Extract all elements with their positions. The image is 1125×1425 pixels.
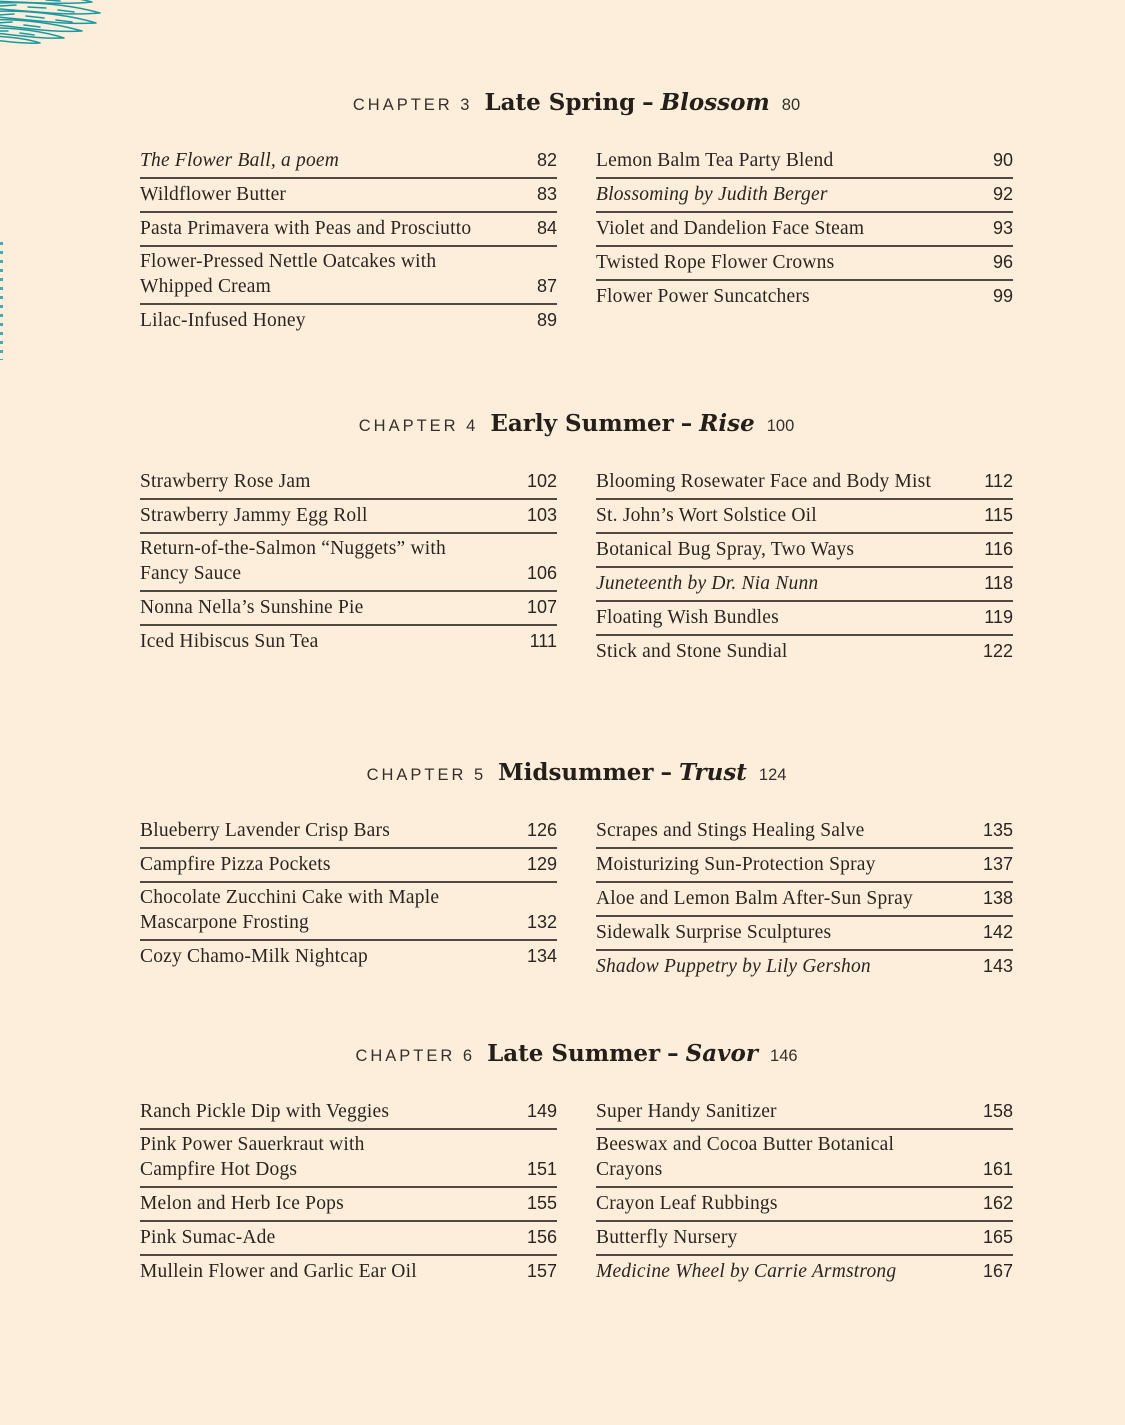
entry-title: Mascarpone Frosting xyxy=(140,912,309,933)
entry-page-number: 126 xyxy=(526,820,557,840)
toc-entry xyxy=(140,849,557,883)
entry-page-number: 107 xyxy=(526,597,557,617)
toc-entry-row xyxy=(140,274,557,299)
entry-title: Violet and Dandelion Face Steam xyxy=(596,218,865,239)
entry-title: Crayon Leaf Rubbings xyxy=(596,1193,778,1214)
entry-title: Juneteenth by Dr. Nia Nunn xyxy=(596,573,819,594)
toc-entry xyxy=(140,247,557,305)
toc-column-left xyxy=(140,815,557,983)
toc-entry-row xyxy=(596,1133,1013,1157)
entry-page-number: 99 xyxy=(992,286,1013,306)
entry-page-number: 106 xyxy=(526,563,557,583)
entry-page-number: 102 xyxy=(526,471,557,491)
entry-title: Pasta Primavera with Peas and Prosciutto xyxy=(140,218,472,239)
toc-entry xyxy=(596,466,1013,500)
entry-page-number: 93 xyxy=(992,218,1013,238)
chapter-section xyxy=(140,409,1013,668)
entry-title: The Flower Ball, a poem xyxy=(140,150,340,171)
toc-entry-row xyxy=(596,284,1013,309)
toc-entry-row xyxy=(140,1191,557,1216)
entry-page-number: 132 xyxy=(526,912,557,932)
toc-column-right xyxy=(596,466,1013,668)
toc-entry xyxy=(596,1096,1013,1130)
toc-entry-row xyxy=(140,910,557,935)
toc-entry-row xyxy=(140,944,557,969)
entry-page-number: 103 xyxy=(526,505,557,525)
toc-entry-row xyxy=(596,469,1013,494)
chapter-section xyxy=(140,1039,1013,1288)
entry-page-number: 82 xyxy=(536,150,557,170)
toc-entry-row xyxy=(140,1157,557,1182)
chapter-page-number: 100 xyxy=(766,417,795,435)
toc-entry-row xyxy=(596,1225,1013,1250)
toc-entry xyxy=(140,305,557,337)
toc-entry-row xyxy=(140,148,557,173)
entry-page-number: 165 xyxy=(982,1227,1013,1247)
entry-page-number: 156 xyxy=(526,1227,557,1247)
toc-entry xyxy=(140,534,557,592)
entry-title: Mullein Flower and Garlic Ear Oil xyxy=(140,1261,417,1282)
chapter-label: CHAPTER 6 xyxy=(355,1047,476,1065)
entry-title: Super Handy Sanitizer xyxy=(596,1101,777,1122)
chapter-page-number: 146 xyxy=(770,1047,798,1065)
entry-title: Medicine Wheel by Carrie Armstrong xyxy=(596,1261,897,1282)
entry-page-number: 162 xyxy=(982,1193,1013,1213)
toc-entry xyxy=(596,281,1013,313)
entry-title: Beeswax and Cocoa Butter Botanical xyxy=(596,1134,895,1155)
entry-title: Strawberry Jammy Egg Roll xyxy=(140,505,368,526)
toc-entry-row xyxy=(596,1157,1013,1182)
toc-entry-row xyxy=(596,1099,1013,1124)
entry-page-number: 119 xyxy=(984,607,1013,627)
toc-entry-row xyxy=(140,595,557,620)
entry-title: Ranch Pickle Dip with Veggies xyxy=(140,1101,390,1122)
entry-page-number: 111 xyxy=(529,631,557,651)
chapter-header xyxy=(140,409,1013,442)
entry-title: Blooming Rosewater Face and Body Mist xyxy=(596,471,932,492)
table-of-contents xyxy=(140,88,1013,1288)
chapter-section xyxy=(140,758,1013,983)
entry-page-number: 151 xyxy=(526,1159,557,1179)
entry-page-number: 83 xyxy=(536,184,557,204)
entry-title: Botanical Bug Spray, Two Ways xyxy=(596,539,855,560)
toc-entry-row xyxy=(140,852,557,877)
toc-entry xyxy=(596,1256,1013,1288)
chapter-dash: – xyxy=(667,1040,679,1067)
chapter-theme: Blossom xyxy=(660,89,770,116)
chapter-header xyxy=(140,758,1013,791)
chapter-title: Late Spring xyxy=(484,89,636,116)
toc-column-right xyxy=(596,815,1013,983)
toc-entry xyxy=(596,179,1013,213)
entry-page-number: 112 xyxy=(984,471,1013,491)
toc-entry xyxy=(140,1096,557,1130)
chapter-title: Early Summer xyxy=(490,410,674,437)
chapter-page-number: 80 xyxy=(781,96,801,114)
entry-title: Stick and Stone Sundial xyxy=(596,641,788,662)
entry-title: Whipped Cream xyxy=(140,276,271,297)
entry-title: Butterfly Nursery xyxy=(596,1227,738,1248)
wing-illustration-icon xyxy=(0,0,126,52)
toc-entry-row xyxy=(596,852,1013,877)
chapter-header xyxy=(140,88,1013,121)
toc-entry xyxy=(140,626,557,658)
chapter-theme: Savor xyxy=(685,1040,759,1067)
toc-entry-row xyxy=(140,182,557,207)
entry-page-number: 129 xyxy=(526,854,557,874)
entry-page-number: 167 xyxy=(982,1261,1013,1281)
toc-entry xyxy=(596,602,1013,636)
entry-title: Twisted Rope Flower Crowns xyxy=(596,252,835,273)
chapter-theme: Rise xyxy=(699,410,755,437)
toc-entry xyxy=(596,247,1013,281)
entry-title: Floating Wish Bundles xyxy=(596,607,779,628)
entry-title: Scrapes and Stings Healing Salve xyxy=(596,820,865,841)
toc-entry-row xyxy=(140,886,557,910)
edge-tick-marks-icon xyxy=(0,242,3,360)
toc-entry-row xyxy=(140,1133,557,1157)
entry-title: Shadow Puppetry by Lily Gershon xyxy=(596,956,871,977)
toc-entry-row xyxy=(140,629,557,654)
chapter-columns xyxy=(140,815,1013,983)
toc-column-right xyxy=(596,145,1013,337)
toc-entry xyxy=(140,213,557,247)
chapter-columns xyxy=(140,145,1013,337)
toc-entry xyxy=(140,466,557,500)
toc-entry-row xyxy=(140,308,557,333)
toc-entry-row xyxy=(596,216,1013,241)
entry-title: Chocolate Zucchini Cake with Maple xyxy=(140,887,440,908)
toc-entry xyxy=(140,1130,557,1188)
toc-entry xyxy=(140,1188,557,1222)
toc-entry-row xyxy=(596,148,1013,173)
toc-entry xyxy=(596,883,1013,917)
entry-page-number: 84 xyxy=(536,218,557,238)
toc-entry-row xyxy=(140,818,557,843)
entry-page-number: 137 xyxy=(982,854,1013,874)
toc-entry xyxy=(140,883,557,941)
toc-entry xyxy=(140,145,557,179)
entry-title: Sidewalk Surprise Sculptures xyxy=(596,922,832,943)
entry-page-number: 116 xyxy=(984,539,1013,559)
chapter-title: Midsummer xyxy=(498,759,654,786)
toc-entry xyxy=(596,636,1013,668)
entry-page-number: 143 xyxy=(982,956,1013,976)
chapter-page-number: 124 xyxy=(758,766,787,784)
toc-entry xyxy=(140,179,557,213)
toc-entry-row xyxy=(596,250,1013,275)
entry-page-number: 158 xyxy=(982,1101,1013,1121)
entry-page-number: 135 xyxy=(982,820,1013,840)
entry-page-number: 155 xyxy=(526,1193,557,1213)
entry-page-number: 157 xyxy=(526,1261,557,1281)
entry-page-number: 118 xyxy=(984,573,1013,593)
toc-entry xyxy=(596,1188,1013,1222)
toc-entry-row xyxy=(140,537,557,561)
chapter-header xyxy=(140,1039,1013,1072)
toc-entry-row xyxy=(596,537,1013,562)
chapter-label: CHAPTER 4 xyxy=(358,417,479,435)
toc-entry-row xyxy=(596,818,1013,843)
entry-title: Pink Power Sauerkraut with xyxy=(140,1134,365,1155)
toc-entry xyxy=(140,1222,557,1256)
entry-title: Blossoming by Judith Berger xyxy=(596,184,828,205)
chapter-theme: Trust xyxy=(679,759,747,786)
entry-title: Fancy Sauce xyxy=(140,563,242,584)
toc-entry-row xyxy=(140,469,557,494)
chapter-title: Late Summer xyxy=(487,1040,661,1067)
entry-title: Strawberry Rose Jam xyxy=(140,471,311,492)
toc-entry xyxy=(596,145,1013,179)
entry-page-number: 134 xyxy=(526,946,557,966)
toc-entry xyxy=(140,592,557,626)
entry-title: Flower-Pressed Nettle Oatcakes with xyxy=(140,251,437,272)
entry-page-number: 115 xyxy=(984,505,1013,525)
entry-page-number: 149 xyxy=(526,1101,557,1121)
toc-entry-row xyxy=(596,954,1013,979)
entry-title: Campfire Pizza Pockets xyxy=(140,854,331,875)
entry-title: St. John’s Wort Solstice Oil xyxy=(596,505,817,526)
entry-title: Campfire Hot Dogs xyxy=(140,1159,298,1180)
toc-entry-row xyxy=(140,503,557,528)
toc-entry-row xyxy=(140,1099,557,1124)
entry-title: Flower Power Suncatchers xyxy=(596,286,810,307)
chapter-section xyxy=(140,88,1013,337)
entry-page-number: 96 xyxy=(992,252,1013,272)
chapter-label: CHAPTER 3 xyxy=(352,96,473,114)
chapter-columns xyxy=(140,1096,1013,1288)
entry-title: Lilac-Infused Honey xyxy=(140,310,306,331)
toc-entry-row xyxy=(596,639,1013,664)
toc-entry xyxy=(596,849,1013,883)
entry-page-number: 161 xyxy=(982,1159,1013,1179)
toc-entry-row xyxy=(596,1191,1013,1216)
toc-entry-row xyxy=(596,605,1013,630)
toc-column-left xyxy=(140,145,557,337)
entry-page-number: 142 xyxy=(982,922,1013,942)
chapter-columns xyxy=(140,466,1013,668)
entry-title: Iced Hibiscus Sun Tea xyxy=(140,631,319,652)
chapter-dash: – xyxy=(660,759,673,786)
entry-page-number: 92 xyxy=(992,184,1013,204)
toc-entry xyxy=(596,500,1013,534)
entry-page-number: 90 xyxy=(992,150,1013,170)
entry-page-number: 122 xyxy=(982,641,1013,661)
toc-column-right xyxy=(596,1096,1013,1288)
toc-entry-row xyxy=(140,561,557,586)
entry-page-number: 89 xyxy=(536,310,557,330)
toc-entry-row xyxy=(596,886,1013,911)
entry-title: Pink Sumac-Ade xyxy=(140,1227,276,1248)
toc-entry-row xyxy=(596,1259,1013,1284)
entry-title: Aloe and Lemon Balm After-Sun Spray xyxy=(596,888,913,909)
toc-entry xyxy=(140,500,557,534)
toc-entry xyxy=(596,213,1013,247)
entry-title: Wildflower Butter xyxy=(140,184,287,205)
toc-column-left xyxy=(140,466,557,668)
toc-entry xyxy=(596,917,1013,951)
toc-entry-row xyxy=(140,1259,557,1284)
toc-entry xyxy=(596,1222,1013,1256)
entry-page-number: 87 xyxy=(536,276,557,296)
entry-title: Return-of-the-Salmon “Nuggets” with xyxy=(140,538,446,559)
toc-entry xyxy=(596,568,1013,602)
chapter-dash: – xyxy=(680,410,693,437)
toc-entry xyxy=(596,951,1013,983)
entry-title: Melon and Herb Ice Pops xyxy=(140,1193,344,1214)
toc-entry xyxy=(140,1256,557,1288)
toc-entry-row xyxy=(596,503,1013,528)
toc-entry xyxy=(596,815,1013,849)
toc-entry xyxy=(596,534,1013,568)
toc-entry-row xyxy=(596,182,1013,207)
toc-entry-row xyxy=(596,571,1013,596)
toc-entry-row xyxy=(140,1225,557,1250)
entry-title: Nonna Nella’s Sunshine Pie xyxy=(140,597,364,618)
toc-entry xyxy=(596,1130,1013,1188)
toc-column-left xyxy=(140,1096,557,1288)
chapter-label: CHAPTER 5 xyxy=(366,766,487,784)
toc-entry xyxy=(140,941,557,973)
entry-page-number: 138 xyxy=(982,888,1013,908)
chapter-dash: – xyxy=(642,89,654,116)
entry-title: Blueberry Lavender Crisp Bars xyxy=(140,820,391,841)
toc-entry-row xyxy=(140,250,557,274)
entry-title: Lemon Balm Tea Party Blend xyxy=(596,150,834,171)
entry-title: Crayons xyxy=(596,1159,663,1180)
toc-entry-row xyxy=(140,216,557,241)
toc-entry-row xyxy=(596,920,1013,945)
entry-title: Moisturizing Sun-Protection Spray xyxy=(596,854,876,875)
entry-title: Cozy Chamo-Milk Nightcap xyxy=(140,946,368,967)
toc-entry xyxy=(140,815,557,849)
